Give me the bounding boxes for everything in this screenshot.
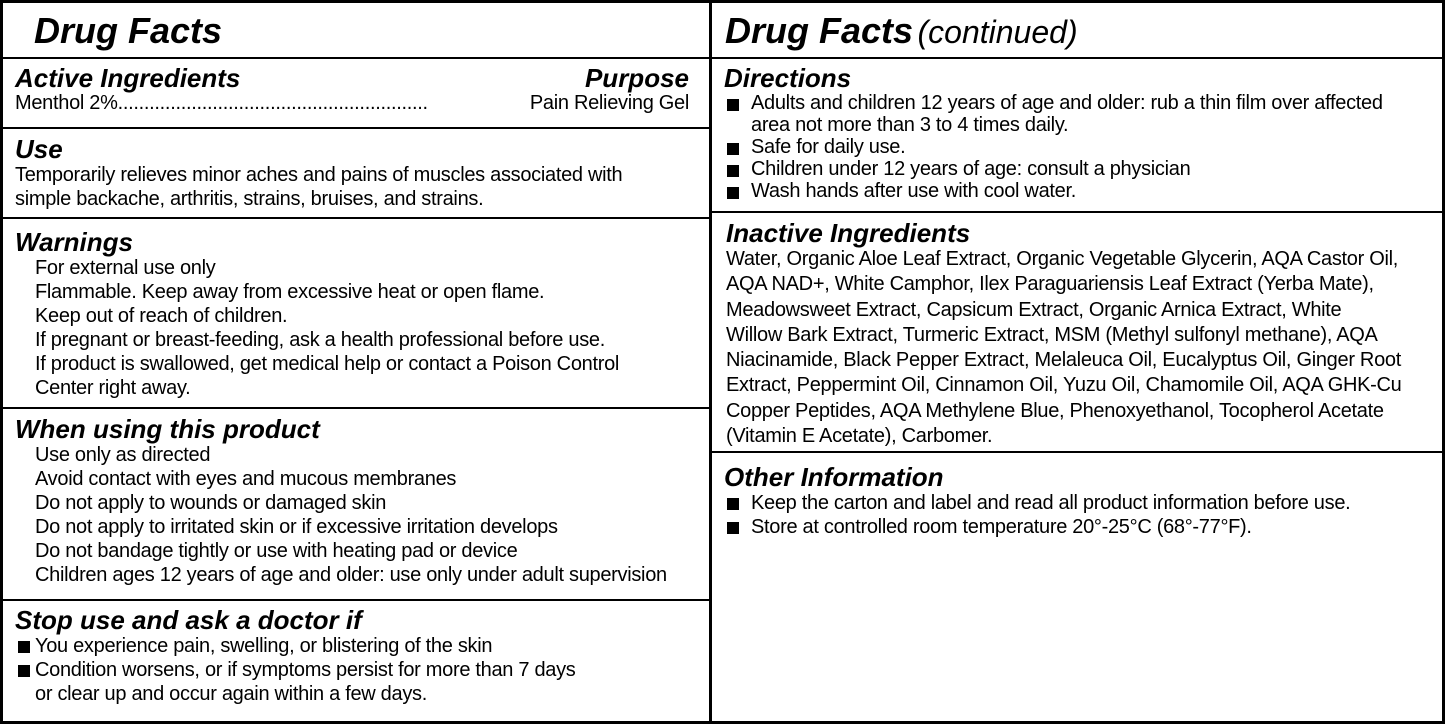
use-line: Temporarily relieves minor aches and pains of muscles associated with [15, 164, 623, 186]
directions-bullet-cont: area not more than 3 to 4 times daily. [751, 114, 1069, 136]
when-using-line: Do not apply to wounds or damaged skin [35, 492, 387, 514]
active-ingredients-heading: Active Ingredients [15, 63, 241, 93]
use-line: simple backache, arthritis, strains, bruises, and strains. [15, 188, 484, 210]
panel-title-suffix: (continued) [917, 14, 1078, 50]
directions-bullet: Safe for daily use. [724, 136, 1442, 158]
warning-line: If product is swallowed, get medical help or contact a Poison Control [35, 353, 620, 375]
other-information-bullet: Store at controlled room temperature 20°-25°C (68°-77°F). [724, 515, 1442, 539]
when-using-line: Avoid contact with eyes and mucous membranes [35, 468, 457, 490]
warnings-heading: Warnings [15, 227, 133, 257]
use-section [3, 127, 709, 219]
when-using-line: Children ages 12 years of age and older: use only under adult supervision [35, 564, 667, 586]
stop-use-bullet: You experience pain, swelling, or blistering of the skin [15, 634, 709, 658]
when-using-section [3, 407, 709, 599]
directions-bullet: Adults and children 12 years of age and older: rub a thin film over affected [724, 92, 1442, 114]
stop-use-bullet: Condition worsens, or if symptoms persist for more than 7 days [15, 658, 709, 682]
drug-facts-right-panel [709, 0, 1445, 724]
inactive-line: Water, Organic Aloe Leaf Extract, Organic Vegetable Glycerin, AQA Castor Oil, [726, 248, 1399, 270]
panel-title-row [725, 11, 1078, 52]
active-ingredients-section [3, 57, 709, 127]
other-information-section [712, 451, 1442, 724]
inactive-line: Willow Bark Extract, Turmeric Extract, MSM (Methyl sulfonyl methane), AQA [726, 323, 1378, 346]
leader-dots: ........................................................... [117, 92, 428, 114]
stop-use-bullet-cont: or clear up and occur again within a few days. [35, 683, 427, 705]
panel-title: Drug Facts [34, 10, 223, 51]
inactive-line: Copper Peptides, AQA Methylene Blue, Phenoxyethanol, Tocopherol Acetate [726, 399, 1384, 422]
when-using-line: Use only as directed [35, 444, 211, 466]
ingredient-name: Menthol 2% [15, 92, 118, 114]
warning-line: For external use only [35, 257, 216, 279]
when-using-line: Do not bandage tightly or use with heating pad or device [35, 540, 518, 562]
inactive-line: Meadowsweet Extract, Capsicum Extract, Organic Arnica Extract, White [726, 298, 1342, 321]
use-heading: Use [15, 134, 63, 164]
inactive-ingredients-section [712, 211, 1442, 451]
warning-line: If pregnant or breast-feeding, ask a health professional before use. [35, 329, 605, 351]
directions-bullet: Wash hands after use with cool water. [724, 180, 1442, 202]
purpose-heading: Purpose [584, 63, 689, 93]
warning-line: Flammable. Keep away from excessive heat or open flame. [35, 281, 545, 303]
other-information-heading: Other Information [724, 462, 944, 492]
warnings-section [3, 217, 709, 409]
warning-line: Keep out of reach of children. [35, 305, 288, 327]
inactive-line: Niacinamide, Black Pepper Extract, Melaleuca Oil, Eucalyptus Oil, Ginger Root [726, 349, 1401, 372]
directions-heading: Directions [724, 63, 852, 93]
directions-bullet: Children under 12 years of age: consult a physician [724, 158, 1442, 180]
warning-line: Center right away. [35, 377, 191, 399]
panel-title: Drug Facts [725, 10, 914, 51]
other-information-bullet: Keep the carton and label and read all product information before use. [724, 491, 1442, 515]
when-using-heading: When using this product [15, 414, 320, 444]
drug-facts-left-panel [0, 0, 712, 724]
stop-use-section [3, 599, 709, 724]
directions-section [712, 57, 1442, 213]
inactive-line: AQA NAD+, White Camphor, Ilex Paraguariensis Leaf Extract (Yerba Mate), [726, 273, 1374, 296]
stop-use-heading: Stop use and ask a doctor if [15, 605, 362, 635]
inactive-line: Extract, Peppermint Oil, Cinnamon Oil, Yuzu Oil, Chamomile Oil, AQA GHK-Cu [726, 374, 1402, 397]
when-using-line: Do not apply to irritated skin or if excessive irritation develops [35, 516, 558, 538]
ingredient-purpose: Pain Relieving Gel [529, 92, 689, 114]
inactive-line: (Vitamin E Acetate), Carbomer. [726, 425, 993, 448]
inactive-ingredients-heading: Inactive Ingredients [726, 218, 971, 248]
